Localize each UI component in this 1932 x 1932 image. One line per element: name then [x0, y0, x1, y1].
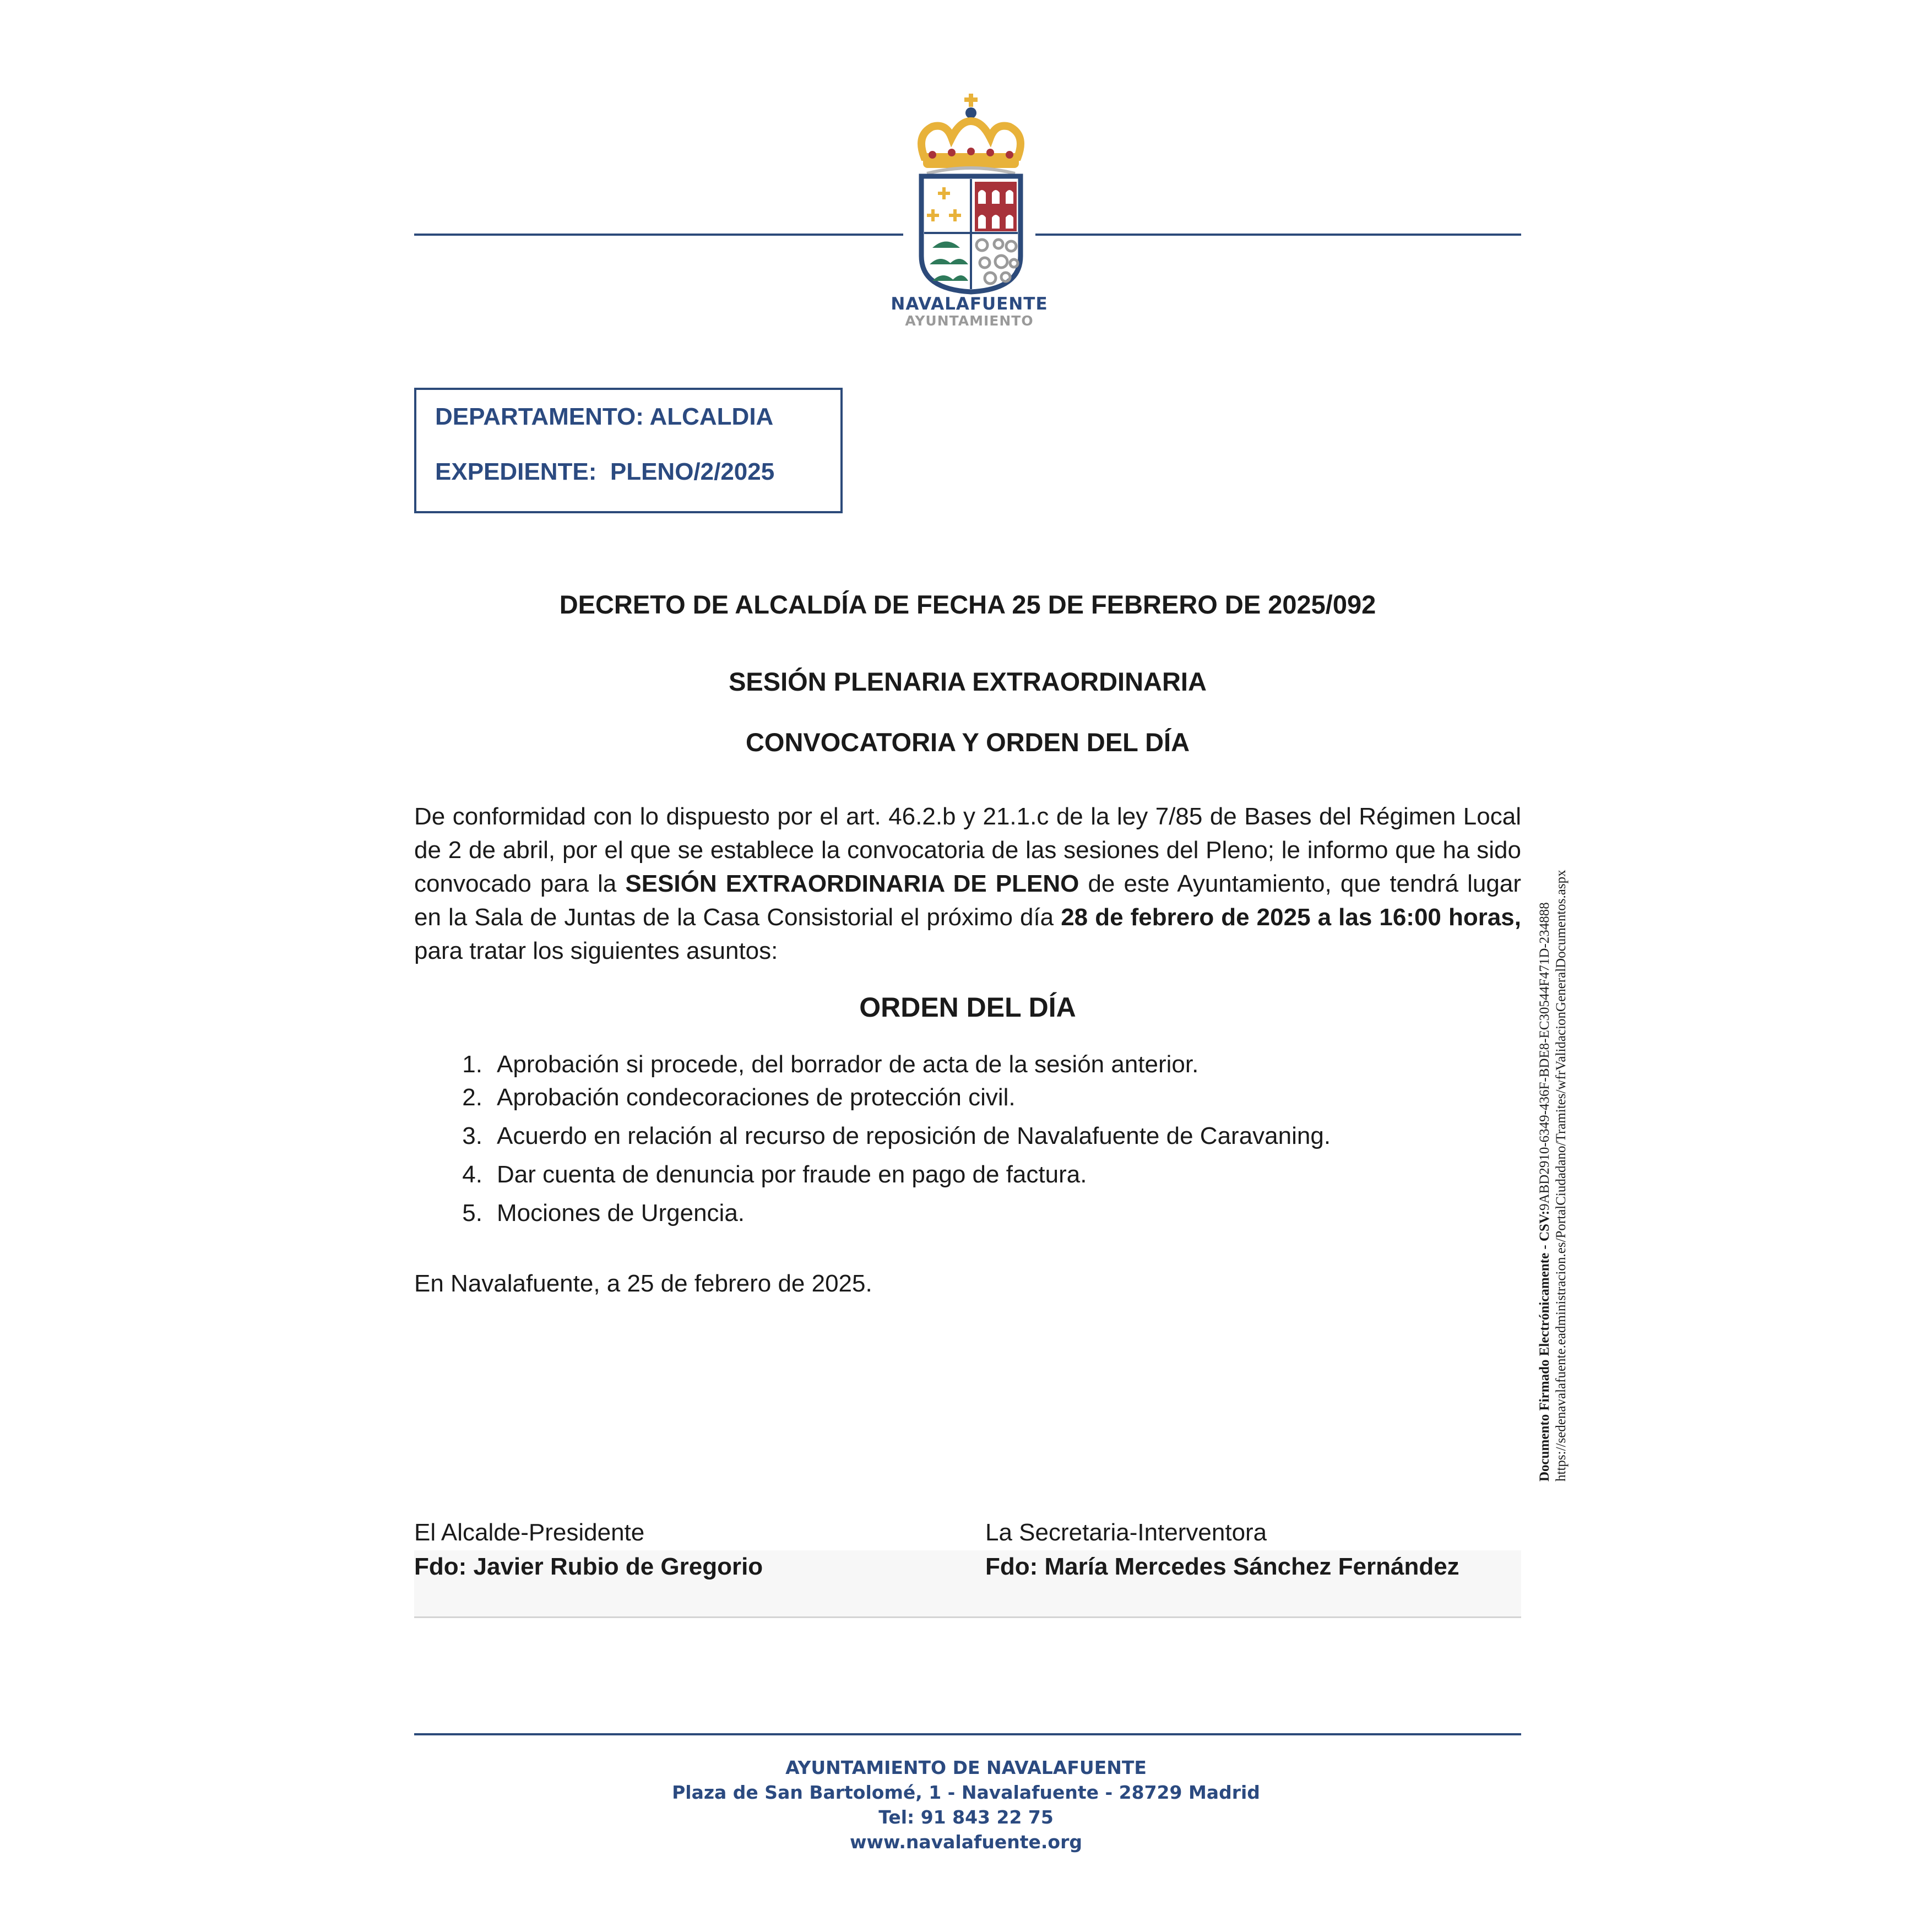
expediente-label: EXPEDIENTE: PLENO/2/2025 — [435, 458, 775, 485]
body-bold-date: 28 de febrero de 2025 a las 16:00 horas, — [1061, 904, 1521, 931]
body-text-3: para tratar los siguientes asuntos: — [414, 937, 778, 964]
signature-left-name: Fdo: Javier Rubio de Gregorio — [414, 1553, 763, 1580]
list-item-number: 4. — [462, 1161, 482, 1188]
list-item-text: Mociones de Urgencia. — [497, 1200, 745, 1227]
header-rule-right — [1035, 234, 1521, 236]
list-item — [414, 1161, 1087, 1188]
header-rule-left — [414, 234, 903, 236]
signature-right-role: La Secretaria-Interventora — [985, 1519, 1267, 1546]
list-item — [414, 1051, 1198, 1078]
body-text-2: de este Ayuntamiento, que tendrá lugar en la Sala de Juntas de la Casa Consistorial el próximo día — [414, 870, 1521, 931]
list-item-text: Aprobación condecoraciones de protección civil. — [497, 1084, 1016, 1111]
footer-website: www.navalafuente.org — [850, 1831, 1082, 1853]
signature-right-name: Fdo: María Mercedes Sánchez Fernández — [985, 1553, 1459, 1580]
footer-org: AYUNTAMIENTO DE NAVALAFUENTE — [785, 1757, 1147, 1778]
list-item-number: 3. — [462, 1122, 482, 1149]
body-text-1: De conformidad con lo dispuesto por el art. 46.2.b y 21.1.c de la ley 7/85 de Bases del Régimen Local de 2 de abril, por el que se establece la convocatoria de las sesiones del Pleno; le informo que ha sido convocado para la — [414, 803, 1521, 897]
list-item — [414, 1122, 1331, 1150]
electronic-signature-stamp — [1537, 870, 1570, 1481]
body-paragraph — [414, 800, 1521, 968]
logo-name: NAVALAFUENTE — [891, 294, 1048, 314]
agenda-heading: ORDEN DEL DÍA — [859, 992, 1076, 1023]
list-item-text: Acuerdo en relación al recurso de reposición de Navalafuente de Caravaning. — [497, 1122, 1331, 1149]
department-label: DEPARTAMENTO: ALCALDIA — [435, 403, 774, 430]
closing-line: En Navalafuente, a 25 de febrero de 2025. — [414, 1270, 872, 1297]
list-item-text: Dar cuenta de denuncia por fraude en pago de factura. — [497, 1161, 1087, 1188]
signature-left-role: El Alcalde-Presidente — [414, 1519, 645, 1546]
list-item — [414, 1084, 1016, 1111]
list-item-number: 1. — [462, 1051, 482, 1078]
stamp-csv: 9ABD2910-6349-436F-BDE8-EC30544F471D-234888 — [1537, 902, 1552, 1211]
session-title: SESIÓN PLENARIA EXTRAORDINARIA — [729, 667, 1207, 696]
list-item — [414, 1200, 745, 1227]
footer-address: Plaza de San Bartolomé, 1 - Navalafuente - 28729 Madrid — [672, 1782, 1260, 1803]
list-item-number: 5. — [462, 1200, 482, 1227]
agenda-title: CONVOCATORIA Y ORDEN DEL DÍA — [745, 728, 1190, 757]
decree-title: DECRETO DE ALCALDÍA DE FECHA 25 DE FEBRERO DE 2025/092 — [559, 590, 1376, 619]
body-bold-session: SESIÓN EXTRAORDINARIA DE PLENO — [625, 870, 1079, 897]
info-box — [414, 388, 843, 513]
logo-subtitle: AYUNTAMIENTO — [905, 313, 1034, 329]
stamp-url: https://sedenavalafuente.eadministracion.es/PortalCiudadano/Tramites/wfrValidacionGeneralDocumentos.aspx — [1554, 870, 1569, 1481]
footer-rule — [414, 1733, 1521, 1735]
stamp-label: Documento Firmado Electrónicamente - CSV: — [1537, 1210, 1552, 1481]
list-item-number: 2. — [462, 1084, 482, 1111]
list-item-text: Aprobación si procede, del borrador de acta de la sesión anterior. — [497, 1051, 1199, 1078]
footer-phone: Tel: 91 843 22 75 — [878, 1806, 1054, 1828]
